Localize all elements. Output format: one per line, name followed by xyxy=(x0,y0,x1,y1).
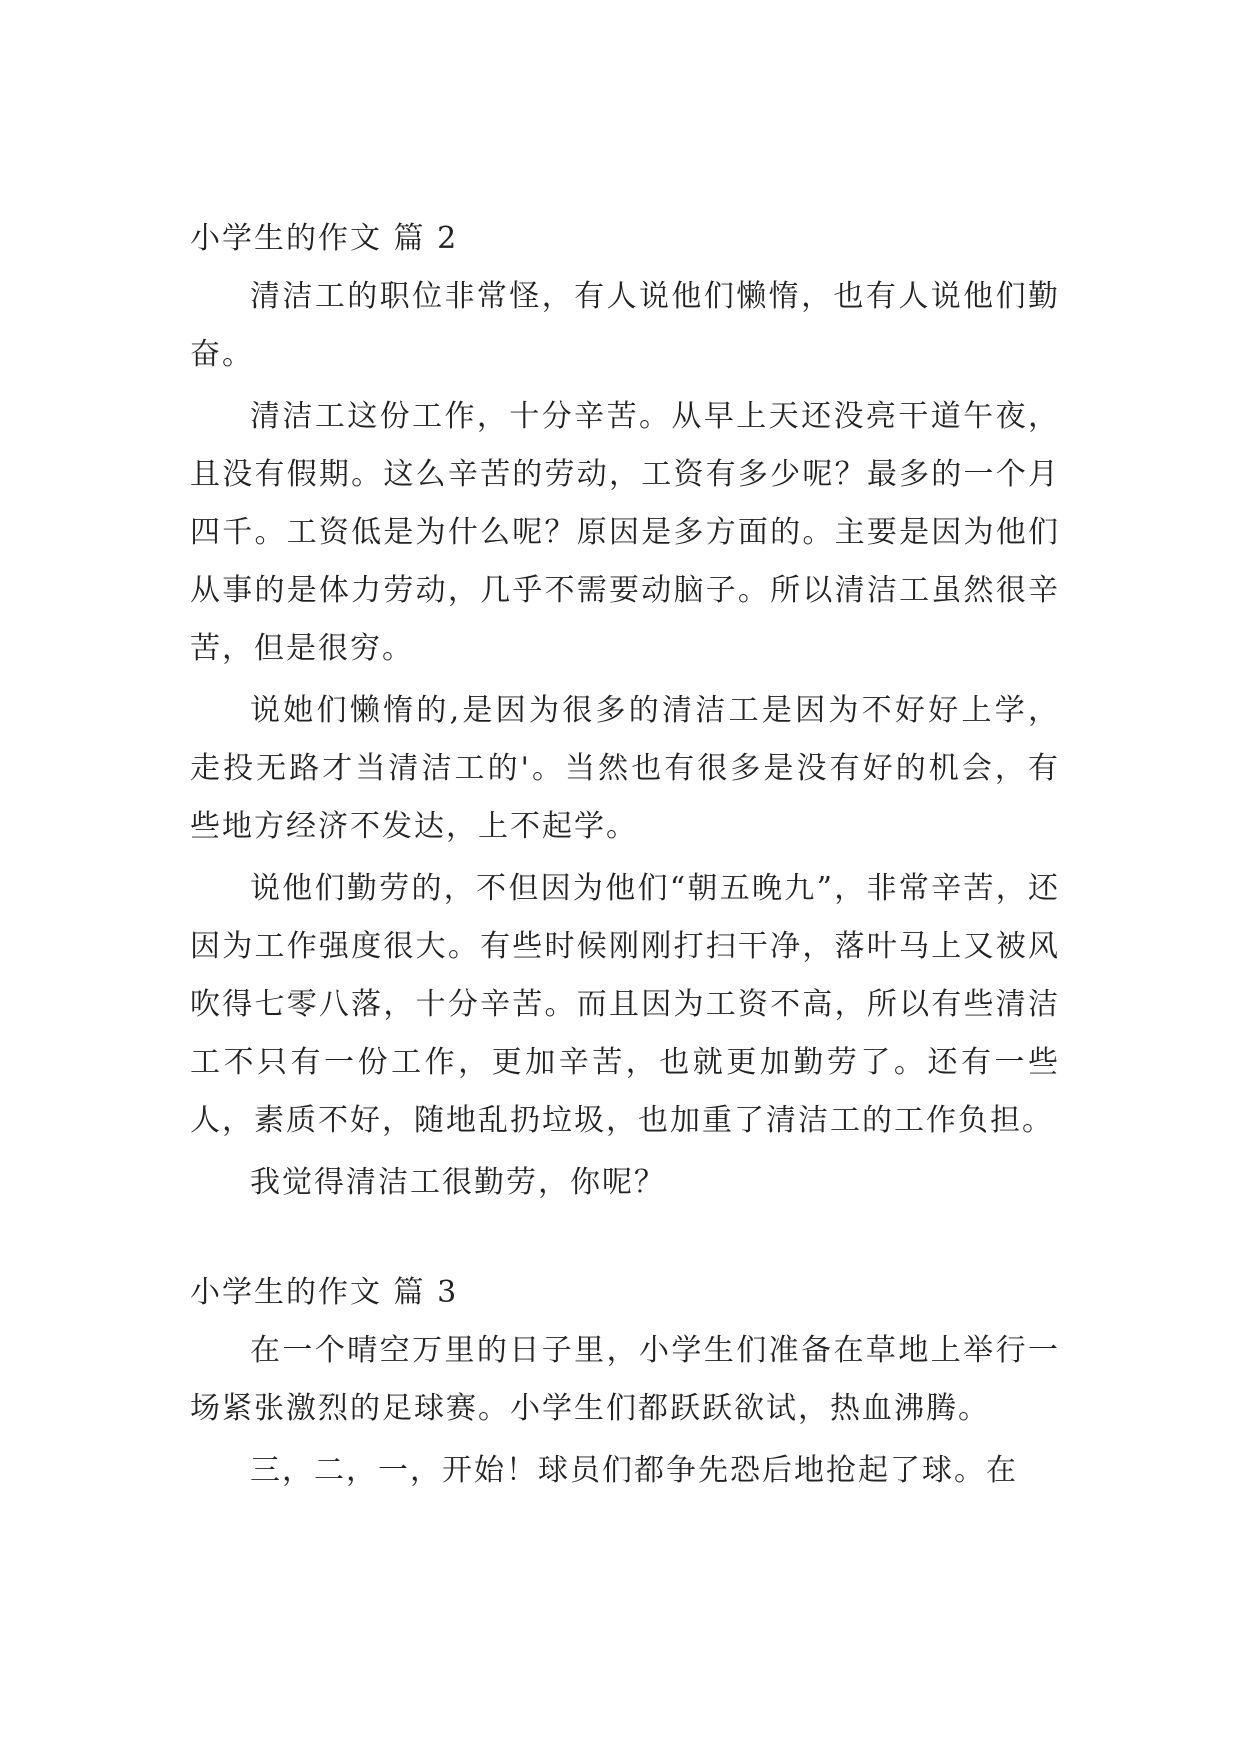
paragraph: 三，二，一，开始！球员们都争先恐后地抢起了球。在 xyxy=(250,1453,1018,1488)
essay-title: 小学生的作文 篇 2 xyxy=(190,221,459,256)
paragraph: 说他们勤劳的，不但因为他们“朝五晚九”，非常辛苦，还因为工作强度很大。有些时候刚刚打扫干净，落叶马上又被风吹得七零八落，十分辛苦。而且因为工资不高，所以有些清洁工不只有一份工作，更加辛苦，也就更加勤劳了。还有一些人，素质不好，随地乱扔垃圾，也加重了清洁工的工作负担。 xyxy=(190,871,1060,1138)
essay-title: 小学生的作文 篇 3 xyxy=(190,1275,459,1310)
paragraph: 我觉得清洁工很勤劳，你呢？ xyxy=(250,1165,666,1200)
paragraph: 在一个晴空万里的日子里，小学生们准备在草地上举行一场紧张激烈的足球赛。小学生们都跃跃欲试，热血沸腾。 xyxy=(190,1333,1060,1426)
paragraph: 清洁工这份工作，十分辛苦。从早上天还没亮干道午夜，且没有假期。这么辛苦的劳动，工资有多少呢？最多的一个月四千。工资低是为什么呢？原因是多方面的。主要是因为他们从事的是体力劳动，几乎不需要动脑子。所以清洁工虽然很辛苦，但是很穷。 xyxy=(190,399,1060,666)
paragraph: 说她们懒惰的,是因为很多的清洁工是因为不好好上学，走投无路才当清洁工的'。当然也有很多是没有好的机会，有些地方经济不发达，上不起学。 xyxy=(190,693,1060,844)
essay-section-3 xyxy=(190,1264,1060,1500)
paragraph: 清洁工的职位非常怪，有人说他们懒惰，也有人说他们勤奋。 xyxy=(190,279,1060,372)
essay-section-2 xyxy=(190,210,1060,1212)
document-body xyxy=(190,210,1060,1500)
